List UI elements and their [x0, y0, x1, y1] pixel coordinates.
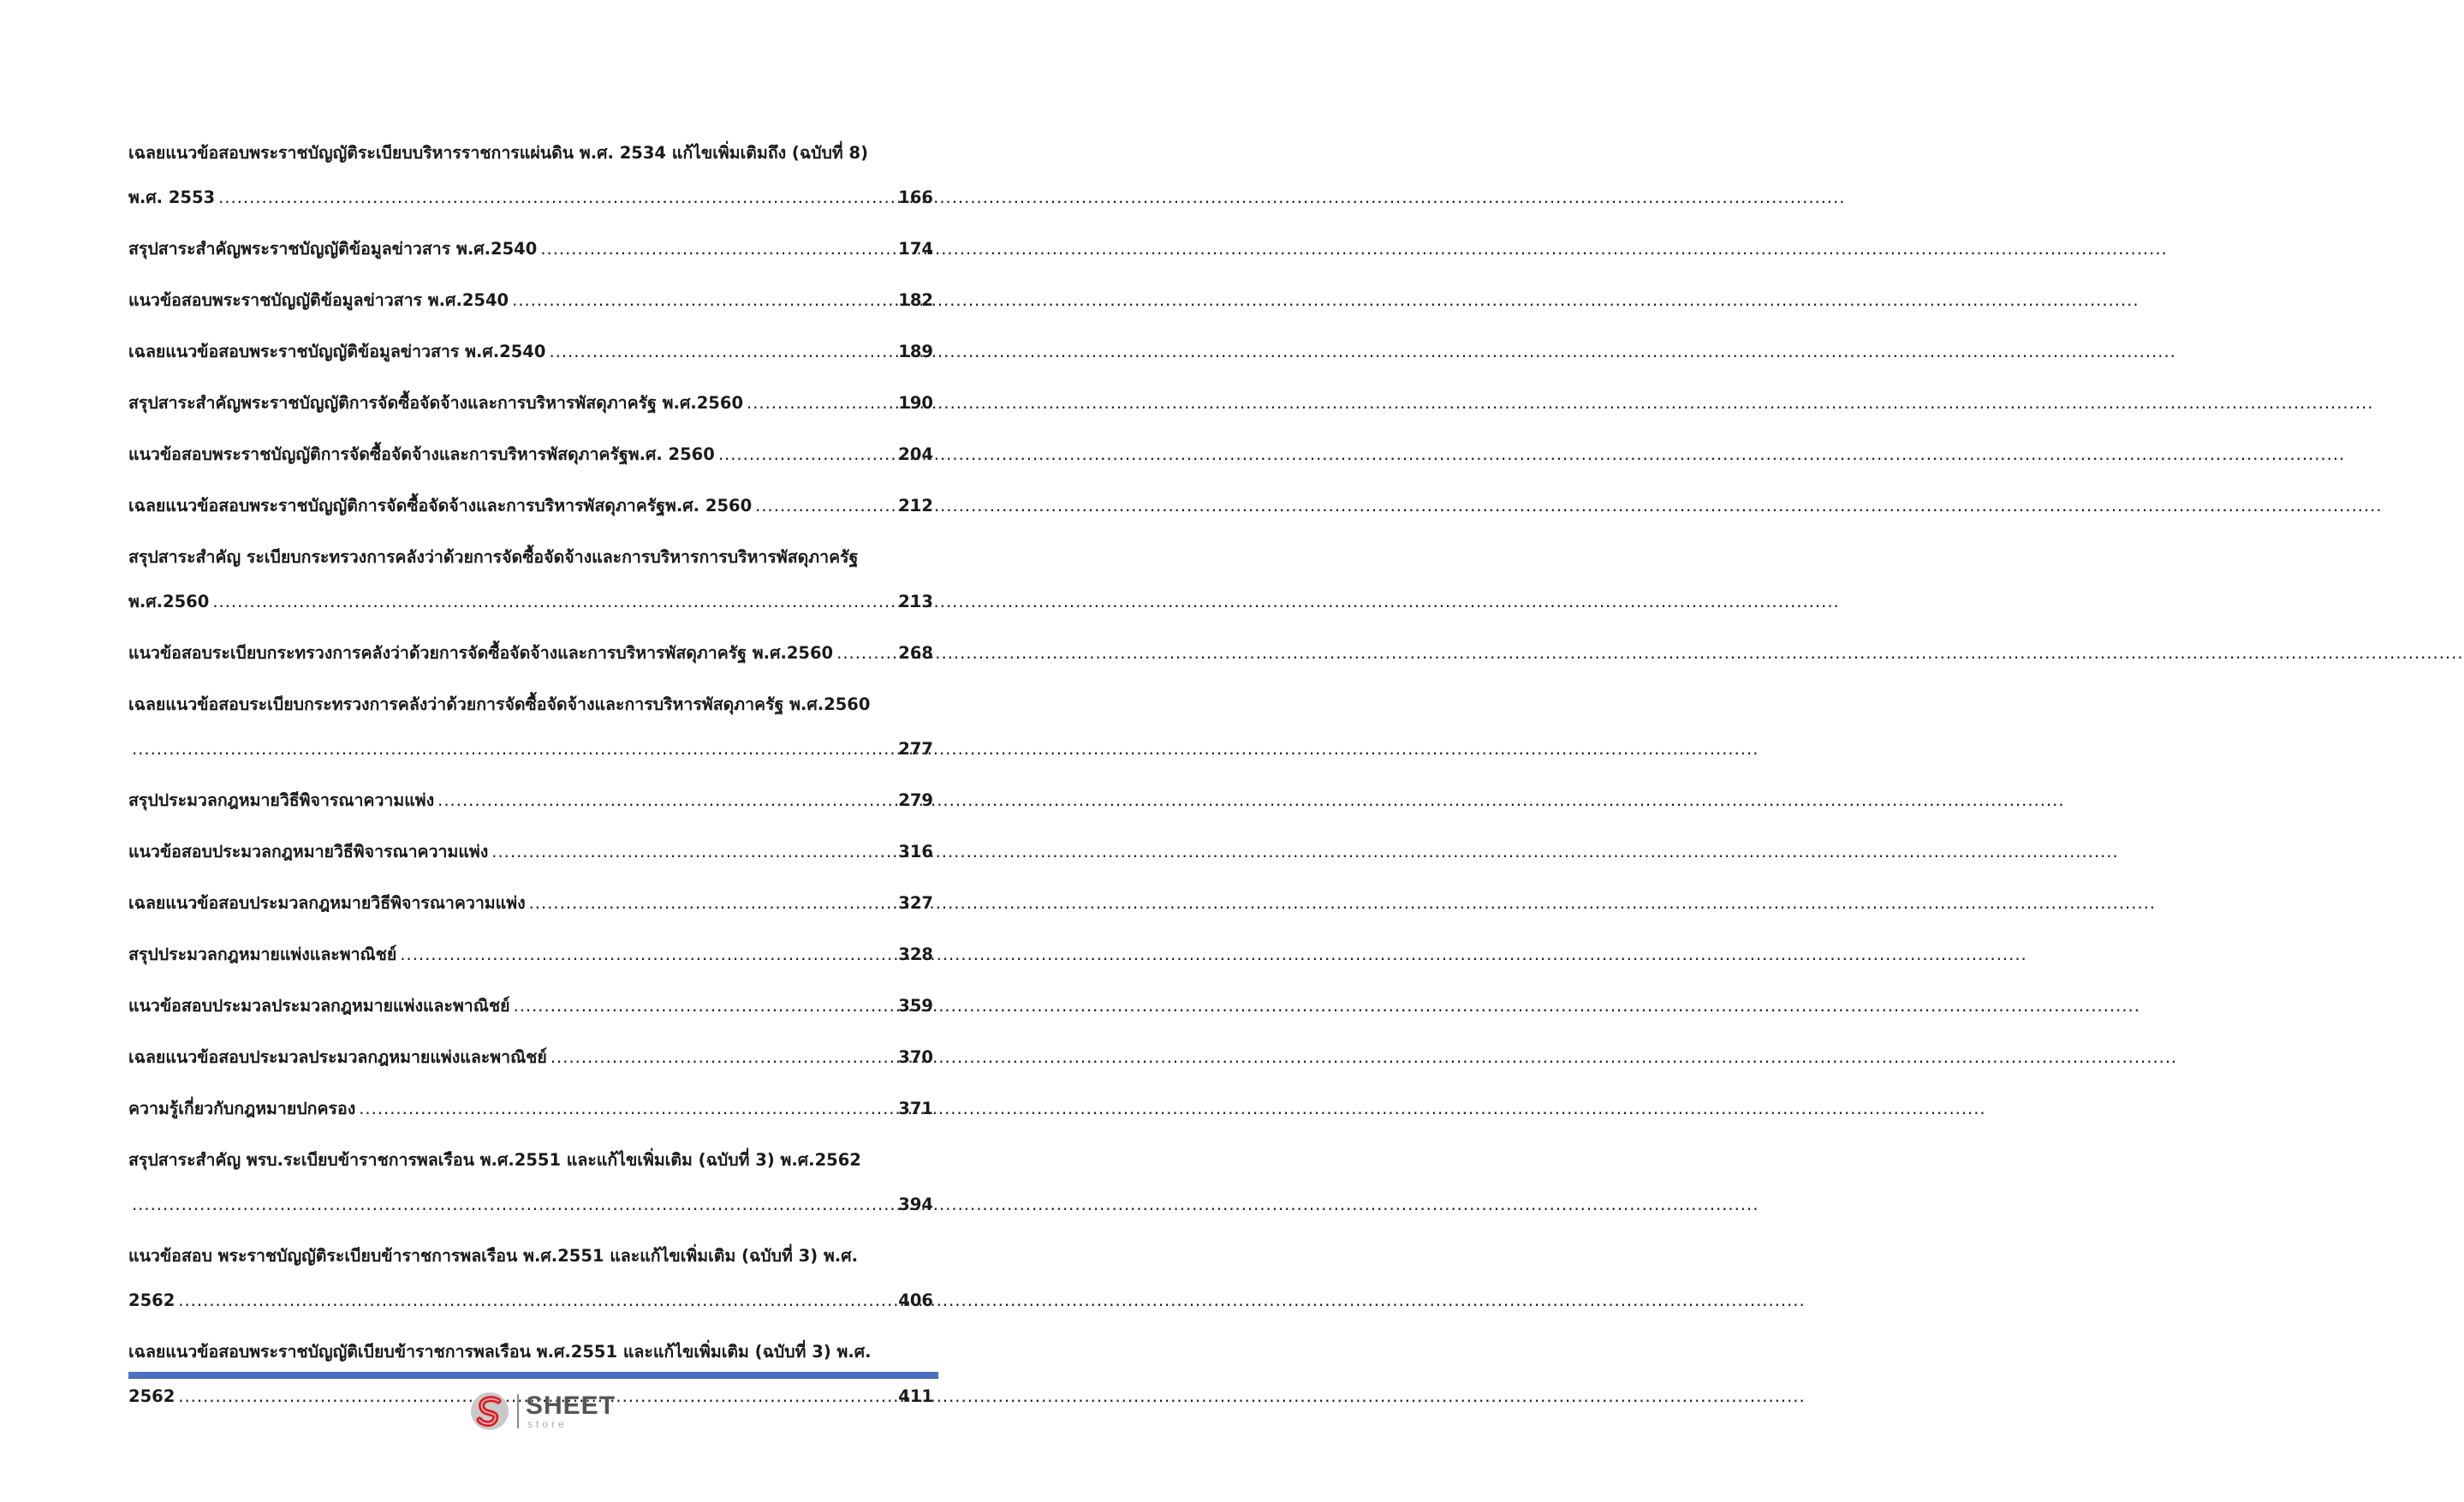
toc-entry[interactable] [128, 682, 933, 772]
logo-separator [517, 1394, 519, 1428]
toc-entry-title: ความรู้เกี่ยวกับกฎหมายปกครอง [128, 1099, 356, 1118]
leader-dots [218, 176, 895, 220]
toc-entry[interactable] [128, 432, 933, 477]
sheet-store-logo [469, 1389, 616, 1433]
toc-page-number: 190 [898, 393, 933, 413]
leader-dots [437, 778, 895, 823]
leader-dots [132, 727, 895, 772]
toc-entry[interactable] [128, 1087, 933, 1131]
footer-divider [128, 1372, 938, 1379]
toc-entry-title: สรุปประมวลกฎหมายแพ่งและพาณิชย์ [128, 945, 397, 964]
toc-page-number: 411 [898, 1386, 933, 1406]
toc-entry-title: 2562 [128, 1386, 176, 1406]
toc-entry-title-line1: เฉลยแนวข้อสอบพระราชบัญญัติเบียบข้าราชการพลเรือน พ.ศ.2551 และแก้ไขเพิ่มเติม (ฉบับที่ 3) พ.ศ. [128, 1342, 872, 1362]
toc-page-number: 277 [898, 739, 933, 759]
toc-entry-title: สรุปประมวลกฎหมายวิธีพิจารณาความแพ่ง [128, 790, 435, 810]
toc-entry-title-line1: สรุปสาระสำคัญ ระเบียบกระทรวงการคลังว่าด้วยการจัดซื้อจัดจ้างและการบริหารการบริหารพัสดุภาครัฐ [128, 547, 859, 567]
toc-entry-title: พ.ศ. 2553 [128, 188, 216, 207]
toc-entry-title: เฉลยแนวข้อสอบประมวลกฎหมายวิธีพิจารณาความแพ่ง [128, 893, 526, 913]
logo-wordmark [526, 1393, 616, 1429]
sheet-store-logo-icon [469, 1391, 510, 1432]
leader-dots [747, 381, 895, 426]
toc-entry[interactable] [128, 830, 933, 874]
logo-subword: store [527, 1418, 568, 1430]
toc-entry[interactable] [128, 330, 933, 374]
toc-entry[interactable] [128, 535, 933, 624]
leader-dots [755, 484, 895, 528]
toc-entry[interactable] [128, 381, 933, 426]
toc-entry-title: แนวข้อสอบพระราชบัญญัติการจัดซื้อจัดจ้างและการบริหารพัสดุภาครัฐพ.ศ. 2560 [128, 444, 715, 464]
toc-page-number: 279 [898, 790, 933, 810]
toc-entry-title: เฉลยแนวข้อสอบประมวลประมวลกฎหมายแพ่งและพาณิชย์ [128, 1047, 547, 1067]
toc-page-number: 371 [898, 1099, 933, 1118]
toc-page-number: 406 [898, 1290, 933, 1310]
toc-page-number: 166 [898, 188, 933, 207]
leader-dots [549, 330, 895, 374]
leader-dots [491, 830, 895, 874]
toc-entry[interactable] [128, 778, 933, 823]
toc-entry-title: เฉลยแนวข้อสอบพระราชบัญญัติข้อมูลข่าวสาร พ.ศ.2540 [128, 342, 546, 361]
toc-entry[interactable] [128, 131, 933, 220]
leader-dots [212, 580, 895, 624]
toc-entry-title-line1: แนวข้อสอบ พระราชบัญญัติระเบียบข้าราชการพลเรือน พ.ศ.2551 และแก้ไขเพิ่มเติม (ฉบับที่ 3) พ.ศ. [128, 1246, 859, 1266]
toc-page-number: 359 [898, 996, 933, 1016]
toc-page-number: 213 [898, 592, 933, 611]
leader-dots [514, 984, 896, 1028]
toc-page-number: 182 [898, 290, 933, 310]
leader-dots [132, 1183, 895, 1227]
toc-entry[interactable] [128, 933, 933, 977]
toc-page-number: 316 [898, 842, 933, 861]
toc-entry-title-line1: สรุปสาระสำคัญ พรบ.ระเบียบข้าราชการพลเรือน พ.ศ.2551 และแก้ไขเพิ่มเติม (ฉบับที่ 3) พ.ศ.2562 [128, 1150, 861, 1170]
toc-page-number: 174 [898, 239, 933, 259]
toc-entry[interactable] [128, 631, 933, 676]
toc-entry[interactable] [128, 1138, 933, 1227]
toc-entry-title: 2562 [128, 1290, 176, 1310]
toc-entry-title: สรุปสาระสำคัญพระราชบัญญัติข้อมูลข่าวสาร พ.ศ.2540 [128, 239, 538, 259]
toc-entry-title-line1: เฉลยแนวข้อสอบระเบียบกระทรวงการคลังว่าด้วยการจัดซื้อจัดจ้างและการบริหารพัสดุภาครัฐ พ.ศ.2560 [128, 694, 871, 714]
toc-page-number: 328 [898, 945, 933, 964]
toc-entry[interactable] [128, 881, 933, 926]
leader-dots [529, 881, 896, 926]
toc-entry-title: พ.ศ.2560 [128, 592, 210, 611]
leader-dots [178, 1278, 895, 1323]
toc-entry-title: แนวข้อสอบพระราชบัญญัติข้อมูลข่าวสาร พ.ศ.2540 [128, 290, 509, 310]
toc-entry[interactable] [128, 1035, 933, 1080]
toc-entry-title: เฉลยแนวข้อสอบพระราชบัญญัติการจัดซื้อจัดจ้างและการบริหารพัสดุภาครัฐพ.ศ. 2560 [128, 496, 753, 516]
toc-page-number: 394 [898, 1195, 933, 1214]
toc-entry[interactable] [128, 1234, 933, 1323]
toc-page-number: 370 [898, 1047, 933, 1067]
toc-page-number: 204 [898, 444, 933, 464]
toc-entry-title: แนวข้อสอบประมวลประมวลกฎหมายแพ่งและพาณิชย์ [128, 996, 510, 1016]
leader-dots [836, 631, 895, 676]
leader-dots [400, 933, 895, 977]
leader-dots [551, 1035, 895, 1080]
toc-entry-title: สรุปสาระสำคัญพระราชบัญญัติการจัดซื้อจัดจ้างและการบริหารพัสดุภาครัฐ พ.ศ.2560 [128, 393, 744, 413]
toc-entry[interactable] [128, 227, 933, 271]
toc-entry[interactable] [128, 484, 933, 528]
table-of-contents [128, 131, 933, 1426]
toc-page-number: 189 [898, 342, 933, 361]
logo-word: SHEET [526, 1392, 616, 1420]
toc-page-number: 212 [898, 496, 933, 516]
toc-entry[interactable] [128, 984, 933, 1028]
toc-entry-title-line1: เฉลยแนวข้อสอบพระราชบัญญัติระเบียบบริหารราชการแผ่นดิน พ.ศ. 2534 แก้ไขเพิ่มเติมถึง (ฉบับที่ 8) [128, 143, 869, 163]
toc-entry-title: แนวข้อสอบระเบียบกระทรวงการคลังว่าด้วยการจัดซื้อจัดจ้างและการบริหารพัสดุภาครัฐ พ.ศ.2560 [128, 643, 834, 663]
toc-entry[interactable] [128, 278, 933, 323]
leader-dots [512, 278, 895, 323]
toc-page-number: 268 [898, 643, 933, 663]
toc-page-number: 327 [898, 893, 933, 913]
leader-dots [540, 227, 895, 271]
leader-dots [359, 1087, 895, 1131]
leader-dots [718, 432, 895, 477]
toc-entry-title: แนวข้อสอบประมวลกฎหมายวิธีพิจารณาความแพ่ง [128, 842, 489, 861]
